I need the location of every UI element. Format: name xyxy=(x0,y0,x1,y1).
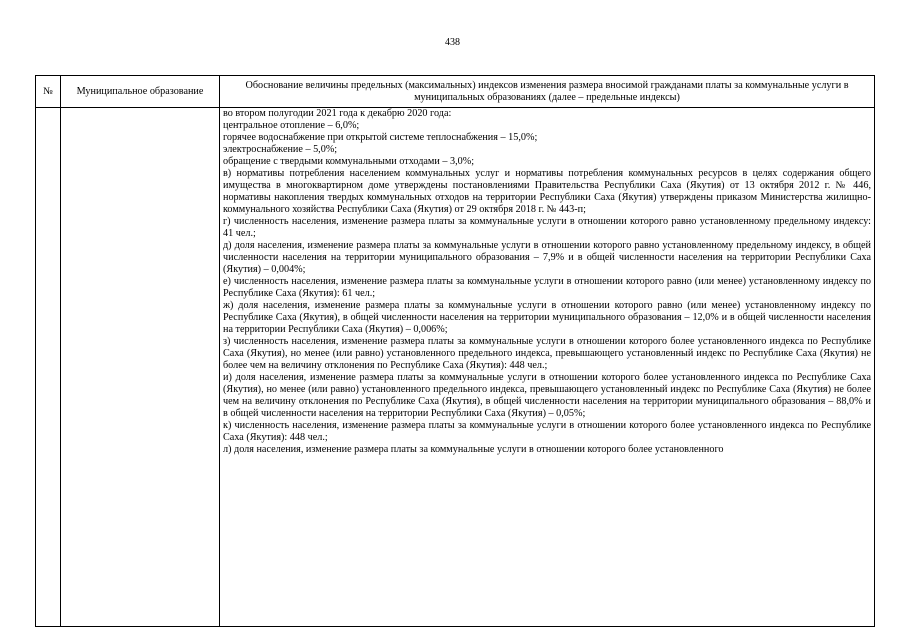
header-number: № xyxy=(36,76,61,108)
page-number: 438 xyxy=(445,37,460,48)
paragraph: д) доля населения, изменение размера платы за коммунальные услуги в отношении которого равно установленному предельному индексу, в общей численности населения на территории муниципального образования – 7,9% и в общей численности населения на территории Республики Саха (Якутия) – 0,004%; xyxy=(223,240,871,275)
paragraph: центральное отопление – 6,0%; xyxy=(223,120,360,131)
justification-table xyxy=(35,75,875,627)
paragraph: з) численность населения, изменение размера платы за коммунальные услуги в отношении которого более установленного индекса по Республике Саха (Якутия), но менее (или равно) установленного предельного индекса, превышающего установленный индекс по Республике Саха (Якутия) не более чем на величину отклонения по Республике Саха (Якутия): 448 чел.; xyxy=(223,336,871,371)
table-header-row xyxy=(36,76,875,108)
header-justification: Обоснование величины предельных (максимальных) индексов изменения размера вносимой гражданами платы за коммунальные услуги в муниципальных образованиях (далее – предельные индексы) xyxy=(220,76,875,108)
paragraph: обращение с твердыми коммунальными отходами – 3,0%; xyxy=(223,156,475,167)
row-municipality-cell xyxy=(61,108,220,627)
paragraph: ж) доля населения, изменение размера платы за коммунальные услуги в отношении которого равно (или менее) установленному индексу по Республике Саха (Якутия), в общей численности населения на территории муниципального образования – 12,0% и в общей численности населения на территории Республики Саха (Якутия) – 0,006%; xyxy=(223,300,871,335)
paragraph: электроснабжение – 5,0%; xyxy=(223,144,338,155)
row-number-cell xyxy=(36,108,61,627)
paragraph: в) нормативы потребления населением коммунальных услуг и нормативы потребления коммунальных ресурсов в целях содержания общего имущества в многоквартирном доме утверждены постановлениями Правительства Республики Саха (Якутия) от 13 октября 2012 г. № 446, нормативы накопления твердых коммунальных отходов на территории Республики Саха (Якутия) утверждены приказом Министерства жилищно-коммунального хозяйства Республики Саха (Якутия) от 29 октября 2018 г. № 443-п; xyxy=(223,168,871,215)
table-row xyxy=(36,108,875,627)
paragraph: во втором полугодии 2021 года к декабрю 2020 года: xyxy=(223,108,452,119)
paragraph: г) численность населения, изменение размера платы за коммунальные услуги в отношении которого равно установленному предельному индексу: 41 чел.; xyxy=(223,216,871,239)
paragraph: горячее водоснабжение при открытой системе теплоснабжения – 15,0%; xyxy=(223,132,538,143)
header-municipality: Муниципальное образование xyxy=(61,76,220,108)
paragraph: л) доля населения, изменение размера платы за коммунальные услуги в отношении которого более установленного xyxy=(223,444,724,455)
paragraph: к) численность населения, изменение размера платы за коммунальные услуги в отношении которого более установленного индекса по Республике Саха (Якутия): 448 чел.; xyxy=(223,420,871,443)
row-justification-cell xyxy=(220,108,875,627)
paragraph: е) численность населения, изменение размера платы за коммунальные услуги в отношении которого равно (или менее) установленному индексу по Республике Саха (Якутия): 61 чел.; xyxy=(223,276,871,299)
paragraph: и) доля населения, изменение размера платы за коммунальные услуги в отношении которого более установленного индекса по Республике Саха (Якутия), но менее (или равно) установленного предельного индекса, превышающего установленный индекс по Республике Саха (Якутия) не более чем на величину отклонения по Республике Саха (Якутия), в общей численности населения на территории муниципального образования – 88,0% и в общей численности населения на территории Республики Саха (Якутия) – 0,05%; xyxy=(223,372,871,419)
